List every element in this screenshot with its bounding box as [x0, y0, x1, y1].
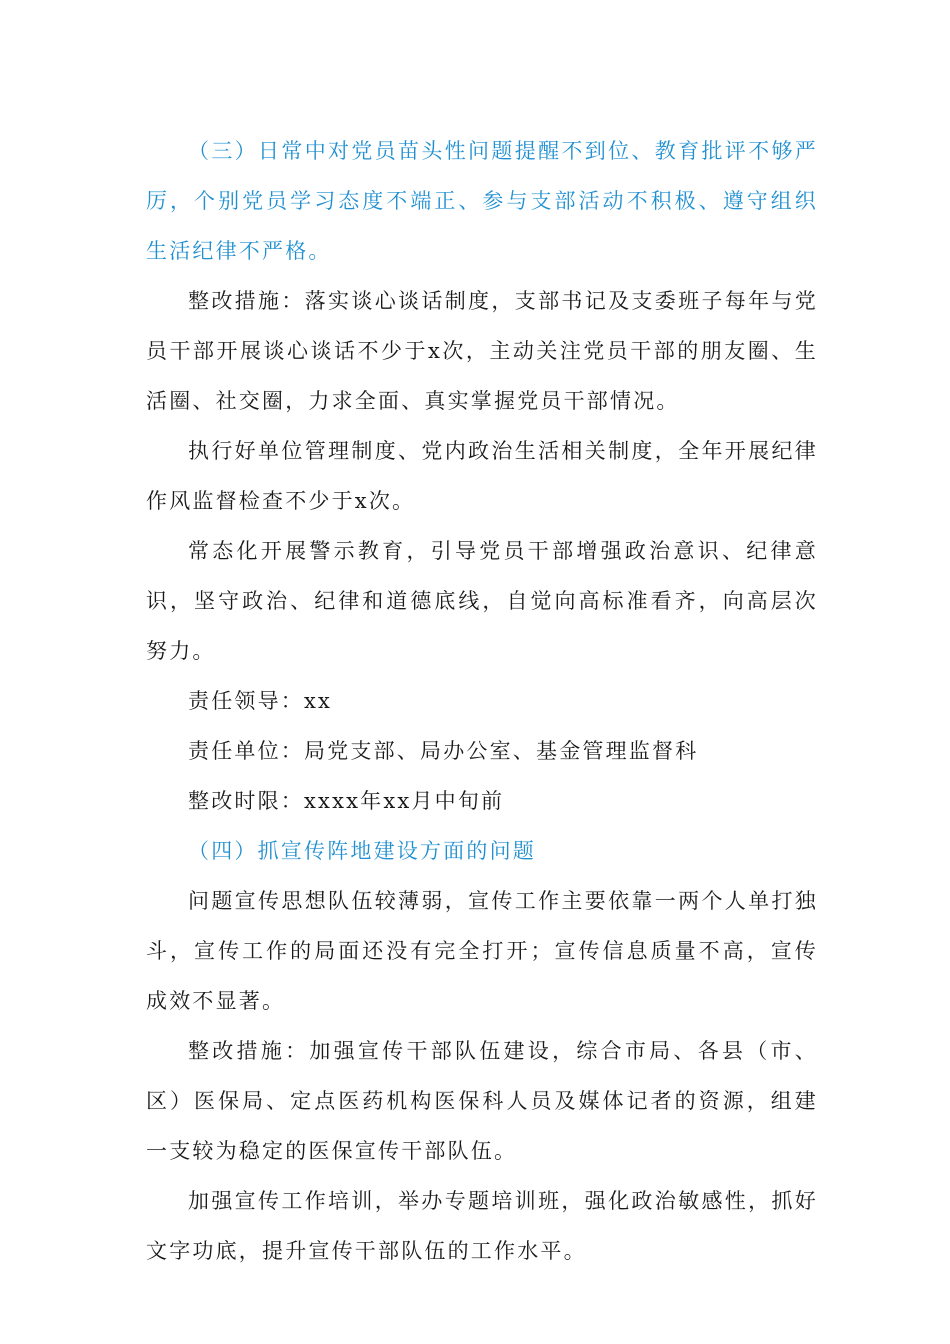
- rectification-measure-paragraph: 整改措施：落实谈心谈话制度，支部书记及支委班子每年与党员干部开展谈心谈话不少于x次，主动关注党员干部的朋友圈、生活圈、社交圈，力求全面、真实掌握党员干部情况。: [146, 289, 818, 413]
- rectification-measure-paragraph: 常态化开展警示教育，引导党员干部增强政治意识、纪律意识，坚守政治、纪律和道德底线，自觉向高标准看齐，向高层次努力。: [146, 539, 818, 663]
- section-heading-4: （四）抓宣传阵地建设方面的问题: [188, 839, 536, 863]
- rectification-deadline: 整改时限：xxxx年xx月中旬前: [188, 789, 505, 813]
- section-heading-3: （三）日常中对党员苗头性问题提醒不到位、教育批评不够严厉，个别党员学习态度不端正、参与支部活动不积极、遵守组织生活纪律不严格。: [146, 139, 818, 263]
- responsible-unit: 责任单位：局党支部、局办公室、基金管理监督科: [188, 739, 699, 763]
- problem-description-paragraph: 问题宣传思想队伍较薄弱，宣传工作主要依靠一两个人单打独斗，宣传工作的局面还没有完全打开；宣传信息质量不高，宣传成效不显著。: [146, 889, 818, 1013]
- rectification-measure-paragraph: 执行好单位管理制度、党内政治生活相关制度，全年开展纪律作风监督检查不少于x次。: [146, 439, 818, 513]
- responsible-leader: 责任领导：xx: [188, 689, 333, 713]
- rectification-measure-paragraph: 整改措施：加强宣传干部队伍建设，综合市局、各县（市、区）医保局、定点医药机构医保科人员及媒体记者的资源，组建一支较为稳定的医保宣传干部队伍。: [146, 1039, 818, 1163]
- rectification-measure-paragraph: 加强宣传工作培训，举办专题培训班，强化政治敏感性，抓好文字功底，提升宣传干部队伍的工作水平。: [146, 1189, 818, 1263]
- document-body: [146, 126, 818, 1276]
